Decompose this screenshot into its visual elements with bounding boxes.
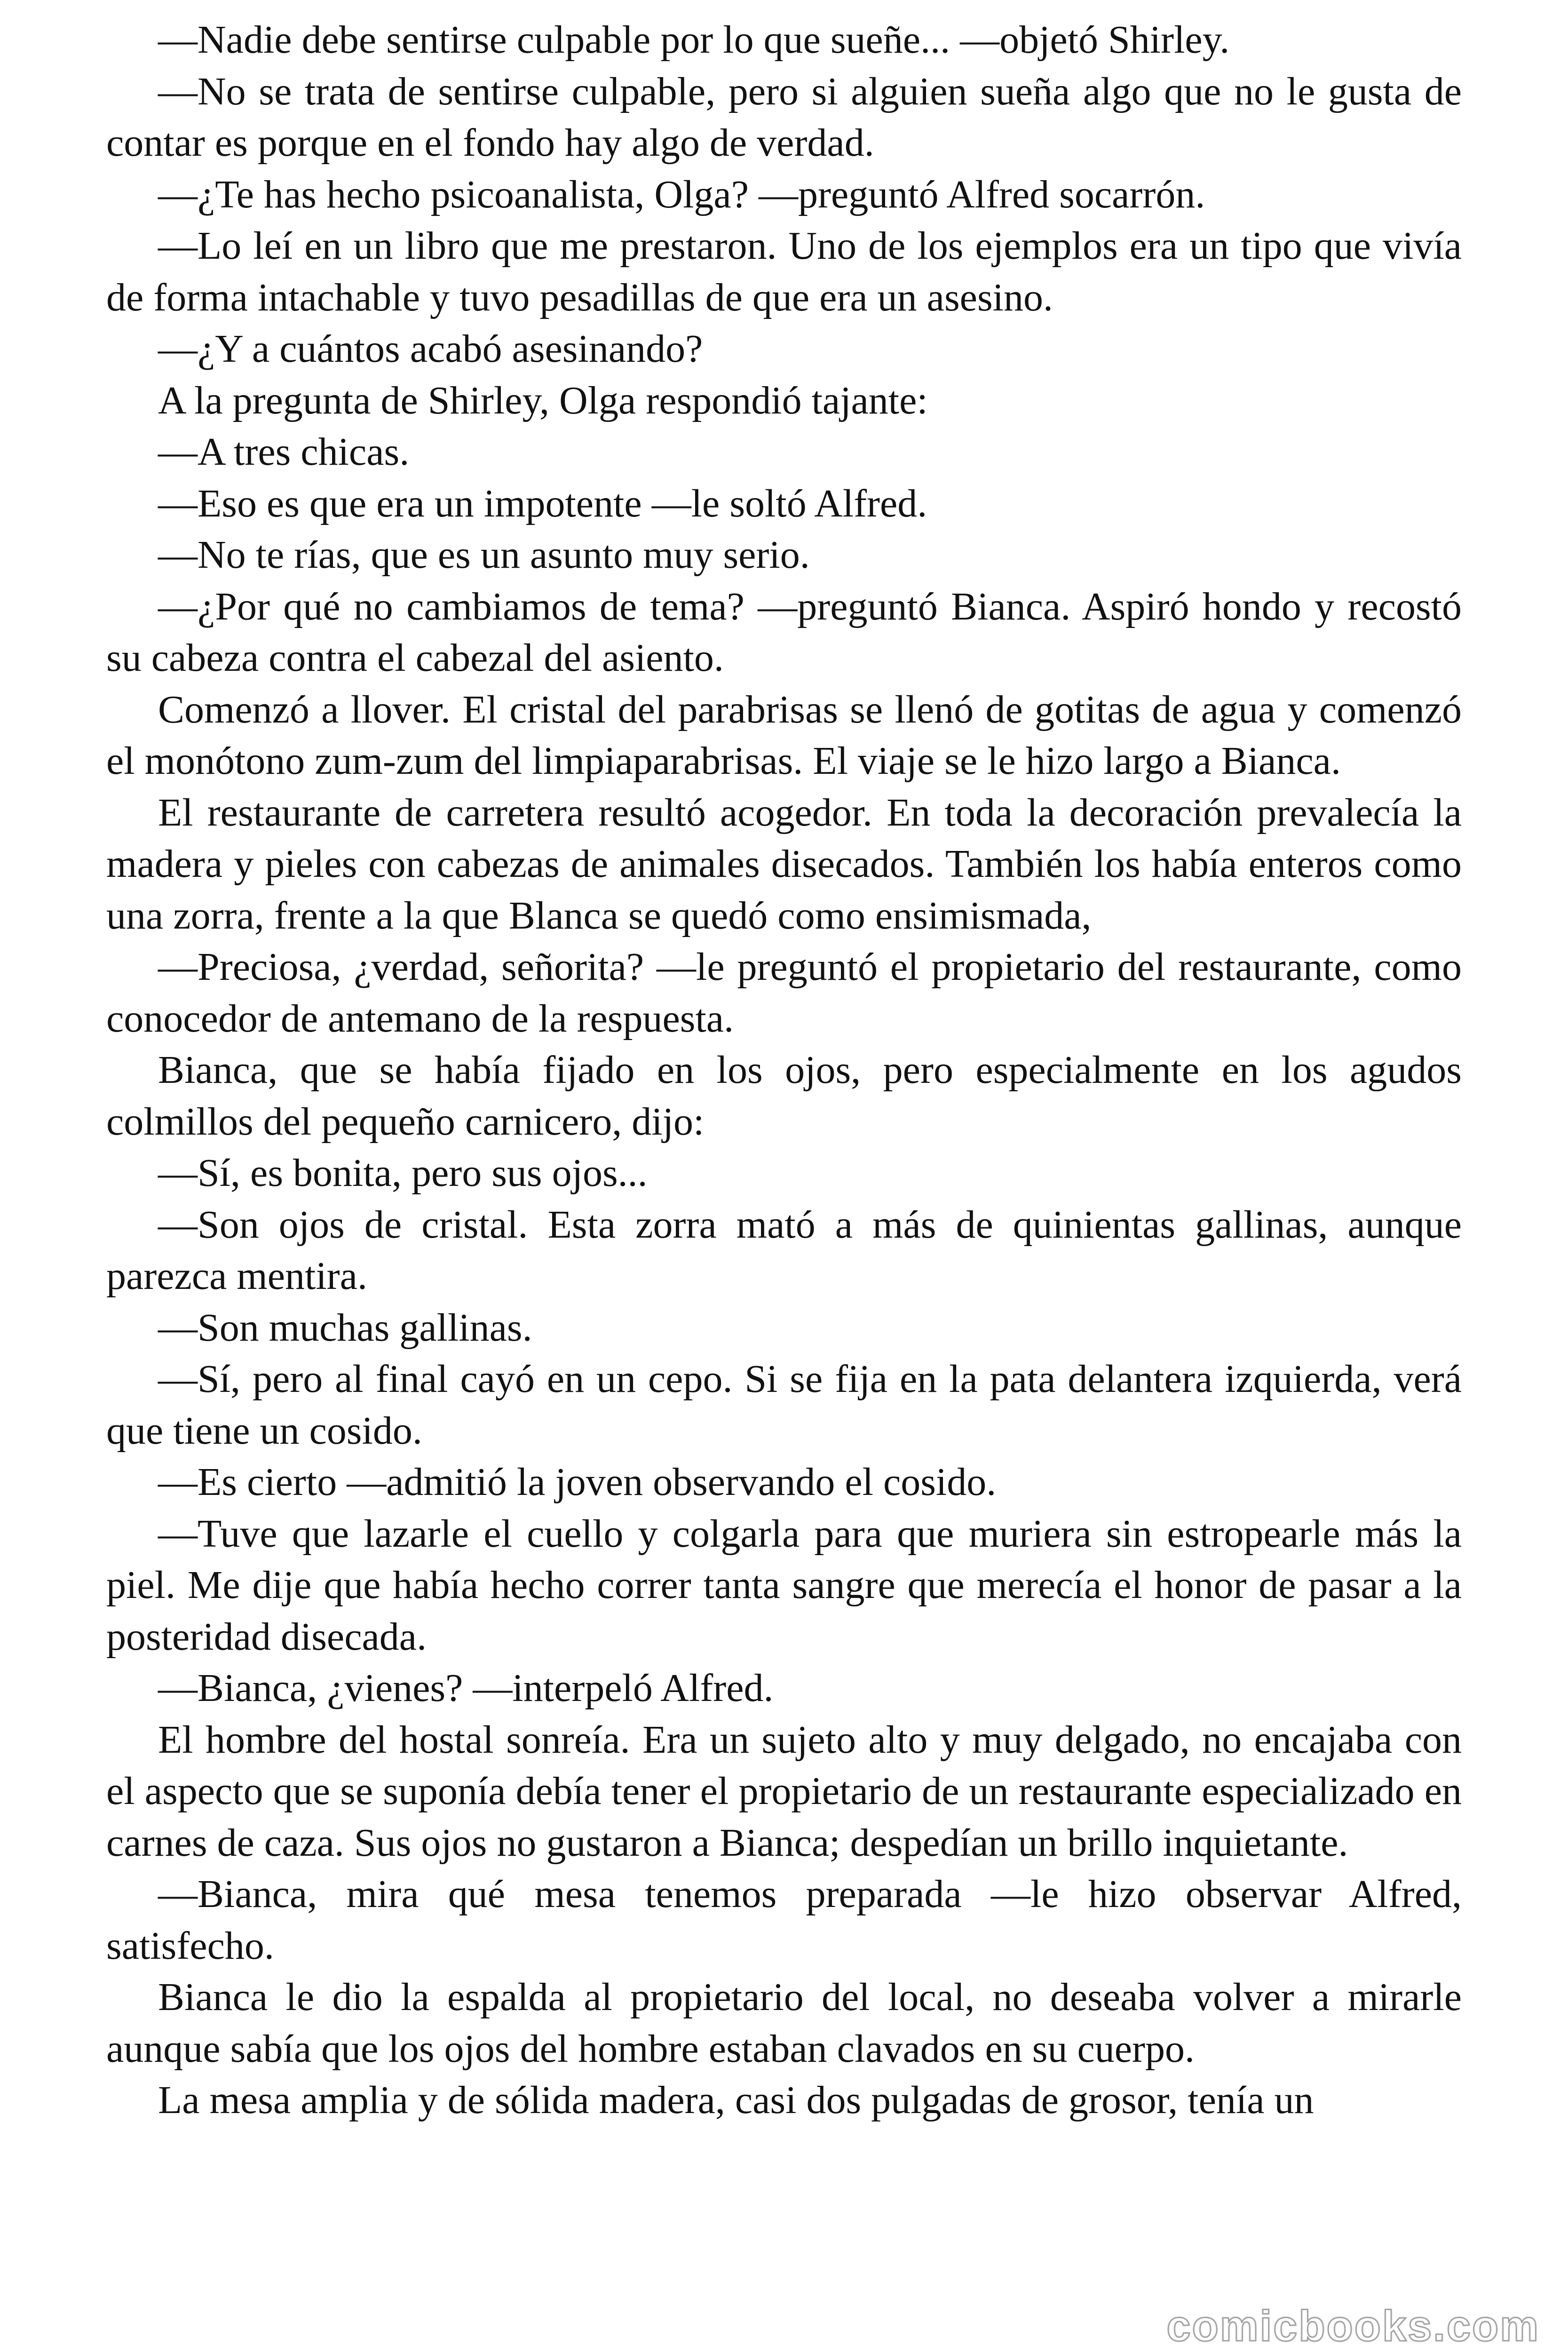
paragraph-9: —No te rías, que es un asunto muy serio. — [158, 533, 810, 577]
paragraph-7: —A tres chicas. — [158, 430, 410, 474]
paragraph-24: Bianca le dio la espalda al propietario del local, no deseaba volver a mirarle aunque sabía que los ojos del hombre estaban clavados en su cuerpo. — [106, 1975, 1462, 2071]
paragraph-16: —Son ojos de cristal. Esta zorra mató a más de quinientas gallinas, aunque parezca mentira. — [106, 1202, 1462, 1298]
paragraph-18: —Sí, pero al final cayó en un cepo. Si se fija en la pata delantera izquierda, verá que tiene un cosido. — [106, 1357, 1462, 1453]
paragraph-17: —Son muchas gallinas. — [158, 1305, 532, 1350]
paragraph-20: —Tuve que lazarle el cuello y colgarla para que muriera sin estropearle más la piel. Me dije que había hecho correr tanta sangre que merecía el honor de pasar a la posteridad disecada. — [106, 1511, 1462, 1659]
paragraph-14: Bianca, que se había fijado en los ojos, pero especialmente en los agudos colmillos del pequeño carnicero, dijo: — [106, 1048, 1462, 1144]
paragraph-6: A la pregunta de Shirley, Olga respondió tajante: — [158, 378, 928, 422]
paragraph-13: —Preciosa, ¿verdad, señorita? —le preguntó el propietario del restaurante, como conocedor de antemano de la respuesta. — [106, 945, 1462, 1041]
paragraph-22: El hombre del hostal sonreía. Era un sujeto alto y muy delgado, no encajaba con el aspecto que se suponía debía tener el propietario de un restaurante especializado en carnes de caza. Sus ojos no gustaron a Bianca; despedían un brillo inquietante. — [106, 1717, 1462, 1865]
paragraph-2: —No se trata de sentirse culpable, pero si alguien sueña algo que no le gusta de contar es porque en el fondo hay algo de verdad. — [106, 69, 1462, 165]
paragraph-12: El restaurante de carretera resultó acogedor. En toda la decoración prevalecía la madera y pieles con cabezas de animales disecados. También los había enteros como una zorra, frente a la que Blanca se quedó como ensimismada, — [106, 790, 1462, 938]
paragraph-21: —Bianca, ¿vienes? —interpeló Alfred. — [158, 1666, 774, 1710]
paragraph-5: —¿Y a cuántos acabó asesinando? — [158, 327, 703, 371]
paragraph-15: —Sí, es bonita, pero sus ojos... — [158, 1151, 648, 1195]
paragraph-3: —¿Te has hecho psicoanalista, Olga? —preguntó Alfred socarrón. — [158, 172, 1205, 216]
paragraph-23: —Bianca, mira qué mesa tenemos preparada —le hizo observar Alfred, satisfecho. — [106, 1872, 1462, 1968]
paragraph-19: —Es cierto —admitió la joven observando el cosido. — [158, 1460, 997, 1504]
watermark-logo: comicbooks.com — [1166, 2302, 1540, 2350]
paragraph-8: —Eso es que era un impotente —le soltó Alfred. — [158, 481, 927, 525]
body-text — [106, 14, 1462, 2126]
paragraph-10: —¿Por qué no cambiamos de tema? —preguntó Bianca. Aspiró hondo y recostó su cabeza contra el cabezal del asiento. — [106, 584, 1462, 680]
paragraph-1: —Nadie debe sentirse culpable por lo que sueñe... —objetó Shirley. — [158, 18, 1230, 62]
paragraph-25: La mesa amplia y de sólida madera, casi dos pulgadas de grosor, tenía un — [158, 2078, 1314, 2122]
paragraph-11: Comenzó a llover. El cristal del parabrisas se llenó de gotitas de agua y comenzó el monótono zum-zum del limpiaparabrisas. El viaje se le hizo largo a Bianca. — [106, 687, 1462, 783]
paragraph-4: —Lo leí en un libro que me prestaron. Uno de los ejemplos era un tipo que vivía de forma intachable y tuvo pesadillas de que era un asesino. — [106, 224, 1462, 319]
